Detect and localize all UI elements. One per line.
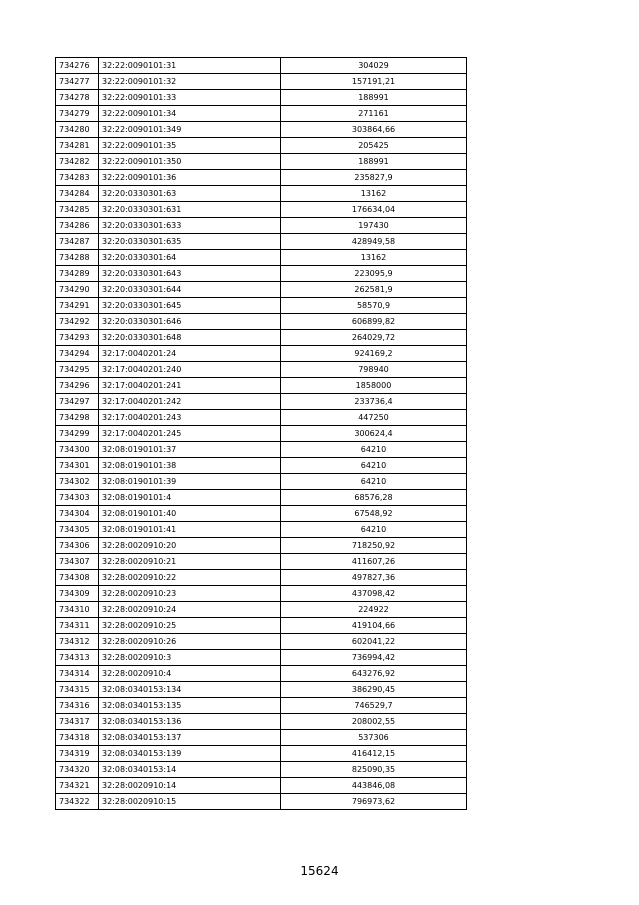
row-id-cell: 734289	[56, 266, 99, 282]
cadastral-number-cell: 32:17:0040201:243	[99, 410, 281, 426]
value-cell: 64210	[281, 442, 467, 458]
value-cell: 416412,15	[281, 746, 467, 762]
row-id-cell: 734318	[56, 730, 99, 746]
table-row	[56, 474, 467, 490]
table-row	[56, 458, 467, 474]
data-table	[55, 57, 467, 810]
row-id-cell: 734281	[56, 138, 99, 154]
cadastral-number-cell: 32:28:0020910:22	[99, 570, 281, 586]
table-row	[56, 666, 467, 682]
value-cell: 58570,9	[281, 298, 467, 314]
row-id-cell: 734292	[56, 314, 99, 330]
value-cell: 223095,9	[281, 266, 467, 282]
cadastral-number-cell: 32:28:0020910:15	[99, 794, 281, 810]
cadastral-number-cell: 32:20:0330301:63	[99, 186, 281, 202]
table-row	[56, 698, 467, 714]
table-row	[56, 410, 467, 426]
cadastral-number-cell: 32:22:0090101:36	[99, 170, 281, 186]
row-id-cell: 734302	[56, 474, 99, 490]
row-id-cell: 734311	[56, 618, 99, 634]
table-row	[56, 90, 467, 106]
value-cell: 64210	[281, 522, 467, 538]
row-id-cell: 734306	[56, 538, 99, 554]
table-row	[56, 74, 467, 90]
table-row	[56, 586, 467, 602]
row-id-cell: 734300	[56, 442, 99, 458]
row-id-cell: 734305	[56, 522, 99, 538]
table-row	[56, 378, 467, 394]
cadastral-number-cell: 32:08:0340153:139	[99, 746, 281, 762]
row-id-cell: 734278	[56, 90, 99, 106]
table-row	[56, 442, 467, 458]
table-row	[56, 570, 467, 586]
cadastral-number-cell: 32:28:0020910:24	[99, 602, 281, 618]
table-body	[56, 58, 467, 810]
cadastral-number-cell: 32:08:0190101:39	[99, 474, 281, 490]
row-id-cell: 734303	[56, 490, 99, 506]
cadastral-number-cell: 32:08:0340153:134	[99, 682, 281, 698]
row-id-cell: 734286	[56, 218, 99, 234]
value-cell: 437098,42	[281, 586, 467, 602]
cadastral-number-cell: 32:08:0340153:137	[99, 730, 281, 746]
row-id-cell: 734307	[56, 554, 99, 570]
value-cell: 67548,92	[281, 506, 467, 522]
value-cell: 443846,08	[281, 778, 467, 794]
cadastral-number-cell: 32:17:0040201:241	[99, 378, 281, 394]
table-row	[56, 538, 467, 554]
value-cell: 924169,2	[281, 346, 467, 362]
value-cell: 825090,35	[281, 762, 467, 778]
table-row	[56, 58, 467, 74]
cadastral-number-cell: 32:08:0340153:135	[99, 698, 281, 714]
table-row	[56, 138, 467, 154]
value-cell: 447250	[281, 410, 467, 426]
value-cell: 304029	[281, 58, 467, 74]
value-cell: 68576,28	[281, 490, 467, 506]
cadastral-number-cell: 32:20:0330301:635	[99, 234, 281, 250]
table-row	[56, 106, 467, 122]
table-row	[56, 682, 467, 698]
cadastral-number-cell: 32:08:0340153:136	[99, 714, 281, 730]
value-cell: 205425	[281, 138, 467, 154]
value-cell: 13162	[281, 186, 467, 202]
value-cell: 718250,92	[281, 538, 467, 554]
cadastral-number-cell: 32:20:0330301:633	[99, 218, 281, 234]
row-id-cell: 734283	[56, 170, 99, 186]
value-cell: 746529,7	[281, 698, 467, 714]
cadastral-number-cell: 32:17:0040201:240	[99, 362, 281, 378]
table-row	[56, 618, 467, 634]
table-row	[56, 506, 467, 522]
cadastral-number-cell: 32:08:0190101:37	[99, 442, 281, 458]
table-row	[56, 490, 467, 506]
table-row	[56, 330, 467, 346]
value-cell: 1858000	[281, 378, 467, 394]
cadastral-number-cell: 32:28:0020910:25	[99, 618, 281, 634]
cadastral-number-cell: 32:28:0020910:3	[99, 650, 281, 666]
row-id-cell: 734299	[56, 426, 99, 442]
table-row	[56, 554, 467, 570]
row-id-cell: 734276	[56, 58, 99, 74]
value-cell: 224922	[281, 602, 467, 618]
row-id-cell: 734322	[56, 794, 99, 810]
value-cell: 271161	[281, 106, 467, 122]
value-cell: 796973,62	[281, 794, 467, 810]
table-row	[56, 394, 467, 410]
value-cell: 264029,72	[281, 330, 467, 346]
row-id-cell: 734308	[56, 570, 99, 586]
cadastral-number-cell: 32:08:0190101:41	[99, 522, 281, 538]
value-cell: 736994,42	[281, 650, 467, 666]
value-cell: 602041,22	[281, 634, 467, 650]
cadastral-number-cell: 32:22:0090101:33	[99, 90, 281, 106]
value-cell: 303864,66	[281, 122, 467, 138]
table-row	[56, 362, 467, 378]
value-cell: 606899,82	[281, 314, 467, 330]
value-cell: 643276,92	[281, 666, 467, 682]
value-cell: 176634,04	[281, 202, 467, 218]
table-row	[56, 122, 467, 138]
page-number: 15624	[300, 864, 339, 878]
cadastral-number-cell: 32:28:0020910:26	[99, 634, 281, 650]
table-row	[56, 634, 467, 650]
table-row	[56, 202, 467, 218]
cadastral-number-cell: 32:17:0040201:24	[99, 346, 281, 362]
table-row	[56, 426, 467, 442]
cadastral-number-cell: 32:22:0090101:35	[99, 138, 281, 154]
row-id-cell: 734294	[56, 346, 99, 362]
row-id-cell: 734293	[56, 330, 99, 346]
table-row	[56, 650, 467, 666]
value-cell: 300624,4	[281, 426, 467, 442]
cadastral-number-cell: 32:08:0190101:4	[99, 490, 281, 506]
row-id-cell: 734287	[56, 234, 99, 250]
row-id-cell: 734295	[56, 362, 99, 378]
table-row	[56, 602, 467, 618]
row-id-cell: 734279	[56, 106, 99, 122]
value-cell: 208002,55	[281, 714, 467, 730]
table-row	[56, 778, 467, 794]
row-id-cell: 734314	[56, 666, 99, 682]
table-row	[56, 298, 467, 314]
table-row	[56, 282, 467, 298]
row-id-cell: 734285	[56, 202, 99, 218]
row-id-cell: 734316	[56, 698, 99, 714]
value-cell: 386290,45	[281, 682, 467, 698]
cadastral-number-cell: 32:22:0090101:32	[99, 74, 281, 90]
cadastral-number-cell: 32:08:0190101:40	[99, 506, 281, 522]
cadastral-number-cell: 32:22:0090101:350	[99, 154, 281, 170]
row-id-cell: 734301	[56, 458, 99, 474]
cadastral-number-cell: 32:20:0330301:648	[99, 330, 281, 346]
table-row	[56, 170, 467, 186]
cadastral-number-cell: 32:22:0090101:34	[99, 106, 281, 122]
table-row	[56, 186, 467, 202]
row-id-cell: 734282	[56, 154, 99, 170]
cadastral-number-cell: 32:20:0330301:644	[99, 282, 281, 298]
table-row	[56, 234, 467, 250]
row-id-cell: 734312	[56, 634, 99, 650]
row-id-cell: 734304	[56, 506, 99, 522]
cadastral-number-cell: 32:28:0020910:21	[99, 554, 281, 570]
cadastral-number-cell: 32:28:0020910:23	[99, 586, 281, 602]
cadastral-number-cell: 32:20:0330301:64	[99, 250, 281, 266]
table-row	[56, 250, 467, 266]
table-row	[56, 346, 467, 362]
cadastral-number-cell: 32:20:0330301:645	[99, 298, 281, 314]
value-cell: 428949,58	[281, 234, 467, 250]
row-id-cell: 734290	[56, 282, 99, 298]
cadastral-number-cell: 32:28:0020910:20	[99, 538, 281, 554]
cadastral-number-cell: 32:20:0330301:631	[99, 202, 281, 218]
cadastral-number-cell: 32:22:0090101:31	[99, 58, 281, 74]
row-id-cell: 734280	[56, 122, 99, 138]
value-cell: 262581,9	[281, 282, 467, 298]
value-cell: 188991	[281, 90, 467, 106]
cadastral-number-cell: 32:20:0330301:646	[99, 314, 281, 330]
row-id-cell: 734321	[56, 778, 99, 794]
table-row	[56, 522, 467, 538]
value-cell: 197430	[281, 218, 467, 234]
value-cell: 537306	[281, 730, 467, 746]
table-row	[56, 714, 467, 730]
value-cell: 157191,21	[281, 74, 467, 90]
table-row	[56, 266, 467, 282]
row-id-cell: 734298	[56, 410, 99, 426]
value-cell: 497827,36	[281, 570, 467, 586]
value-cell: 64210	[281, 458, 467, 474]
value-cell: 798940	[281, 362, 467, 378]
value-cell: 13162	[281, 250, 467, 266]
cadastral-number-cell: 32:08:0190101:38	[99, 458, 281, 474]
cadastral-number-cell: 32:22:0090101:349	[99, 122, 281, 138]
cadastral-number-cell: 32:17:0040201:245	[99, 426, 281, 442]
table-row	[56, 154, 467, 170]
cadastral-number-cell: 32:08:0340153:14	[99, 762, 281, 778]
table-row	[56, 746, 467, 762]
cadastral-number-cell: 32:20:0330301:643	[99, 266, 281, 282]
row-id-cell: 734313	[56, 650, 99, 666]
table-row	[56, 314, 467, 330]
cadastral-number-cell: 32:17:0040201:242	[99, 394, 281, 410]
row-id-cell: 734296	[56, 378, 99, 394]
row-id-cell: 734291	[56, 298, 99, 314]
cadastral-number-cell: 32:28:0020910:4	[99, 666, 281, 682]
row-id-cell: 734284	[56, 186, 99, 202]
row-id-cell: 734297	[56, 394, 99, 410]
cadastral-number-cell: 32:28:0020910:14	[99, 778, 281, 794]
value-cell: 419104,66	[281, 618, 467, 634]
row-id-cell: 734288	[56, 250, 99, 266]
row-id-cell: 734309	[56, 586, 99, 602]
value-cell: 188991	[281, 154, 467, 170]
row-id-cell: 734320	[56, 762, 99, 778]
table-row	[56, 762, 467, 778]
row-id-cell: 734319	[56, 746, 99, 762]
row-id-cell: 734277	[56, 74, 99, 90]
row-id-cell: 734315	[56, 682, 99, 698]
value-cell: 235827,9	[281, 170, 467, 186]
table-row	[56, 794, 467, 810]
value-cell: 411607,26	[281, 554, 467, 570]
value-cell: 233736,4	[281, 394, 467, 410]
row-id-cell: 734317	[56, 714, 99, 730]
value-cell: 64210	[281, 474, 467, 490]
table-row	[56, 218, 467, 234]
row-id-cell: 734310	[56, 602, 99, 618]
table-row	[56, 730, 467, 746]
